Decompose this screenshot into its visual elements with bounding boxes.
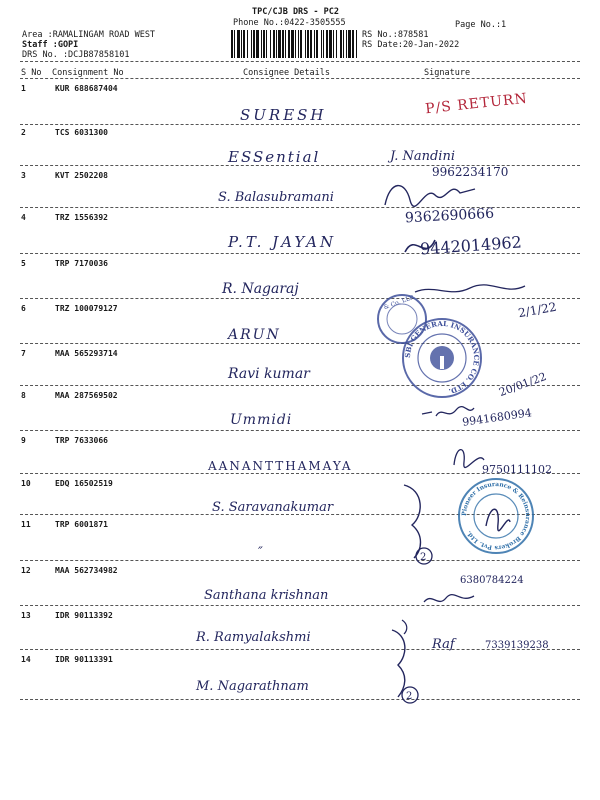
row-sno: 10 [21, 479, 31, 488]
col-consignment: Consignment No [52, 68, 124, 78]
stamp-b-text: SBI GENERAL INSURANCE CO. LTD. [402, 318, 482, 397]
consignment-number: MAA 562734982 [55, 566, 118, 575]
row-divider [20, 699, 580, 700]
row-sno: 11 [21, 520, 31, 529]
staff-label: Staff :GOPI [22, 40, 79, 50]
rs-number: RS No.:878581 [362, 30, 429, 40]
row-divider [20, 124, 580, 125]
svg-text:Pioneer Insurance & Reinsuranc [461, 481, 531, 551]
phone-row-13: 7339139238 [485, 640, 549, 651]
row-divider [20, 560, 580, 561]
row-sno: 14 [21, 655, 31, 664]
handwritten-name-14: M. Nagarathnam [196, 679, 309, 694]
handwritten-name-12: Santhana krishnan [204, 588, 329, 603]
signature-scribble-row-9 [448, 440, 488, 470]
drs-number: DRS No. :DCJB87858101 [22, 50, 130, 60]
phone-row-8: 9941680994 [461, 406, 533, 429]
consignment-number: TRP 7633066 [55, 436, 108, 445]
header-top-divider [20, 61, 580, 62]
signature-scribble-row-8 [418, 400, 478, 426]
row-divider [20, 430, 580, 431]
row-sno: 1 [21, 84, 26, 93]
date-row-7: 20/01/22 [497, 369, 549, 400]
handwritten-name-1: SURESH [240, 106, 327, 124]
signature-row-2: J. Nandini [390, 149, 455, 164]
handwritten-name-7: Ravi kumar [228, 366, 310, 382]
row-divider [20, 385, 580, 386]
consignment-number: KVT 2502208 [55, 171, 108, 180]
row-sno: 6 [21, 304, 26, 313]
handwritten-name-2: ESSential [228, 148, 321, 166]
header-bottom-divider [20, 78, 580, 79]
row-sno: 2 [21, 128, 26, 137]
row-sno: 7 [21, 349, 26, 358]
handwritten-name-8: Ummidi [230, 412, 293, 428]
consignment-number: EDQ 16502519 [55, 479, 113, 488]
consignment-number: TRZ 100079127 [55, 304, 118, 313]
col-signature: Signature [424, 68, 471, 78]
handwritten-name-3: S. Balasubramani [218, 190, 334, 205]
row-sno: 13 [21, 611, 31, 620]
brace-mark-rows-10-11 [394, 480, 454, 570]
handwritten-name-5: R. Nagaraj [222, 281, 299, 297]
brace-mark-rows-13-14 [384, 625, 434, 710]
stamp-a-text: & Co. LLP [382, 293, 415, 312]
phone-row-2: 9962234170 [432, 165, 509, 179]
row-sno: 3 [21, 171, 26, 180]
phone-row-3: 9362690666 [404, 205, 495, 227]
consignment-number: TCS 6031300 [55, 128, 108, 137]
consignment-number: KUR 688687404 [55, 84, 118, 93]
consignment-number: TRP 6001871 [55, 520, 108, 529]
handwritten-name-6: ARUN [228, 327, 281, 343]
stamp-c-text: Pioneer Insurance & Reinsurance Brokers Pvt. Ltd. [460, 480, 532, 552]
consignment-number: MAA 565293714 [55, 349, 118, 358]
return-note: P/S RETURN [424, 90, 529, 118]
area-label: Area :RAMALINGAM ROAD WEST [22, 30, 156, 40]
row-sno: 8 [21, 391, 26, 400]
phone-row-12: 6380784224 [460, 575, 524, 586]
col-sno: S No [21, 68, 42, 78]
handwritten-name-13: R. Ramyalakshmi [196, 630, 311, 645]
signature-scribble-row-3 [380, 175, 480, 215]
phone-row-9: 9750111102 [482, 463, 552, 476]
row-sno: 9 [21, 436, 26, 445]
row-divider [20, 343, 580, 344]
row-sno: 12 [21, 566, 31, 575]
consignment-number: TRP 7170036 [55, 259, 108, 268]
handwritten-name-9: AANANTTHAMAYA [208, 459, 353, 473]
row-divider [20, 207, 580, 208]
barcode [231, 30, 358, 58]
handwritten-name-11: ″ [258, 545, 263, 560]
phone-row-4: 9442014962 [419, 232, 523, 259]
signature-scribble-row-12 [420, 588, 480, 610]
date-row-5: 2/1/22 [517, 299, 558, 321]
consignment-number: MAA 287569502 [55, 391, 118, 400]
circle-mark-text-2: 2 [406, 691, 413, 702]
handwritten-name-4: P.T. JAYAN [228, 233, 337, 251]
circle-mark-text-1: 2 [420, 552, 427, 563]
consignment-number: IDR 90113392 [55, 611, 113, 620]
pioneer-brokers-seal [456, 476, 536, 556]
phone-number: Phone No.:0422-3505555 [233, 18, 346, 28]
document-title: TPC/CJB DRS - PC2 [252, 7, 339, 17]
row-divider [20, 605, 580, 606]
consignment-number: IDR 90113391 [55, 655, 113, 664]
signature-scribble-row-4 [400, 232, 440, 262]
row-sno: 4 [21, 213, 26, 222]
row-sno: 5 [21, 259, 26, 268]
brace-tick-row-12 [400, 618, 412, 636]
handwritten-name-10: S. Saravanakumar [212, 500, 334, 515]
col-consignee: Consignee Details [243, 68, 330, 78]
rs-date: RS Date:20-Jan-2022 [362, 40, 460, 50]
consignment-number: TRZ 1556392 [55, 213, 108, 222]
page-number: Page No.:1 [455, 20, 507, 30]
signature-row-13: Raf [432, 637, 455, 652]
sbi-insurance-seal [400, 316, 485, 401]
